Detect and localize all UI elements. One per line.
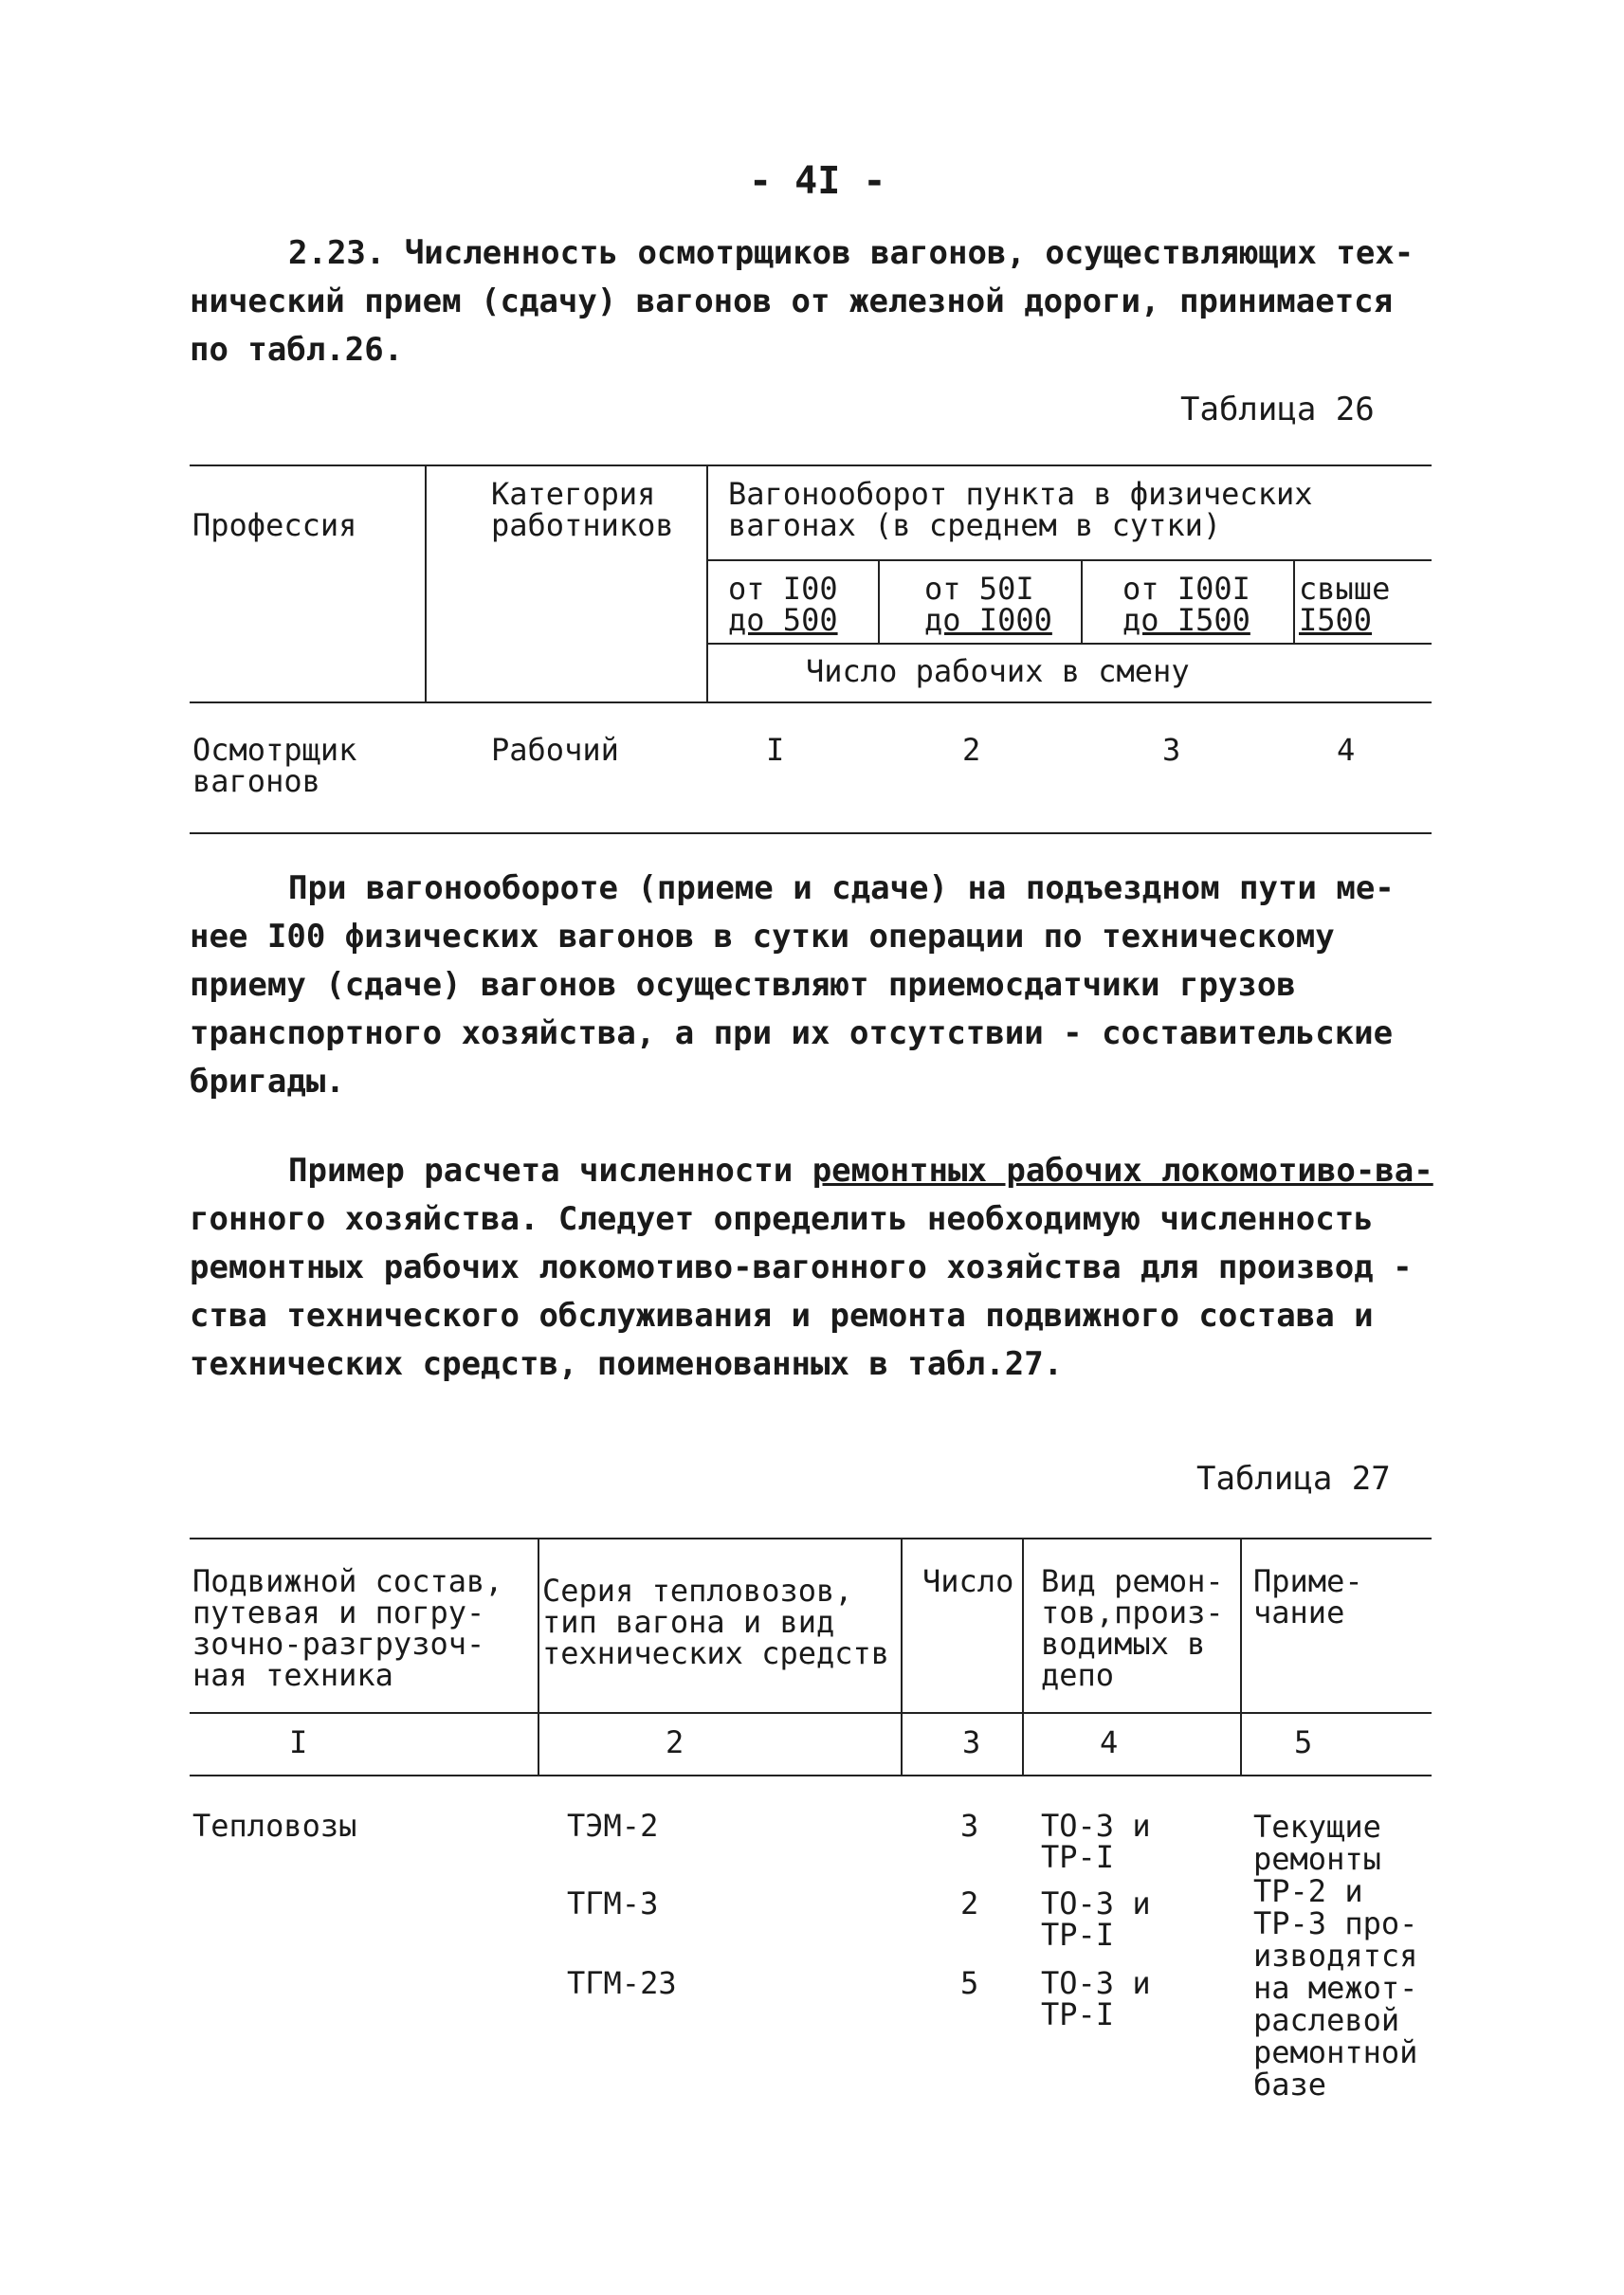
paragraph-line: нический прием (сдачу) вагонов от железной дороги, принимается (190, 282, 1394, 320)
series-cell: ТГМ-23 (567, 1965, 677, 2001)
row-value: 2 (962, 732, 981, 768)
repair-cell: ТО-3 и ТР-I (1041, 1808, 1151, 1875)
table27-col-divider (1022, 1538, 1024, 1775)
table26-bottom-rule (190, 832, 1432, 834)
group-locomotives: Тепловозы (192, 1808, 357, 1844)
paragraph-line: Пример расчета численности ремонтных рабочих локомотиво-ва- (288, 1152, 1433, 1190)
paragraph-turnover-below-100 (190, 865, 1395, 1106)
paragraph-2-23 (190, 229, 1414, 374)
header-turnover: Вагонооборот пункта в физических вагонах (в среднем в сутки) (728, 476, 1313, 543)
note-cell: Текущие ремонты ТР-2 и ТР-3 про- изводятся на межот- раслевой ремонтной базе (1253, 1809, 1418, 2103)
row-value: 4 (1337, 732, 1356, 768)
table27-col-divider (1240, 1538, 1242, 1775)
paragraph-example (190, 1147, 1433, 1389)
range-1001-1500: от I00I до I500 (1122, 571, 1250, 638)
row-value: 3 (1162, 732, 1181, 768)
paragraph-line: нее I00 физических вагонов в сутки операции по техническому (190, 918, 1335, 956)
table27-col-divider (901, 1538, 903, 1775)
header-category: Категория работников (491, 476, 674, 543)
table27-numbers-rule (190, 1775, 1432, 1776)
header-rolling-stock: Подвижной состав, путевая и погру- зочно-разгрузоч- ная техника (192, 1563, 503, 1693)
table26-caption: Таблица 26 (1180, 391, 1375, 428)
range-501-1000: от 50I до I000 (924, 571, 1052, 638)
paragraph-line: по табл.26. (190, 331, 404, 369)
repair-cell: ТО-3 и ТР-I (1041, 1965, 1151, 2032)
paragraph-line: 2.23. Численность осмотрщиков вагонов, осуществляющих тех- (288, 234, 1414, 272)
count-cell: 3 (960, 1808, 979, 1844)
table27-caption: Таблица 27 (1196, 1460, 1391, 1498)
count-cell: 2 (960, 1885, 979, 1922)
paragraph-line: транспортного хозяйства, а при их отсутствии - составительские (190, 1014, 1394, 1052)
series-cell: ТЭМ-2 (567, 1808, 659, 1844)
table27-header-rule (190, 1712, 1432, 1714)
table26-range-rule-top (706, 559, 1432, 561)
range-100-500: от I00 до 500 (728, 571, 838, 638)
header-workers-per-shift: Число рабочих в смену (806, 653, 1190, 689)
header-count: Число (922, 1563, 1014, 1599)
column-number: I (289, 1724, 308, 1760)
table26-range-rule-bottom (706, 643, 1432, 645)
paragraph-line: При вагонообороте (приеме и сдаче) на подъездном пути ме- (288, 869, 1395, 907)
table26-col-divider (425, 464, 427, 701)
table27-col-divider (538, 1538, 539, 1775)
paragraph-line: гонного хозяйства. Следует определить необходимую численность (190, 1200, 1374, 1238)
header-repair-type: Вид ремон- тов,произ- водимых в депо (1041, 1563, 1224, 1693)
table26-col-divider (706, 464, 708, 701)
page-number: - 4I - (749, 159, 886, 203)
table26-col-divider (878, 559, 880, 643)
series-cell: ТГМ-3 (567, 1885, 659, 1922)
table26-col-divider (1081, 559, 1083, 643)
row-category: Рабочий (491, 732, 619, 768)
paragraph-line: бригады. (190, 1063, 345, 1101)
paragraph-line: ства технического обслуживания и ремонта подвижного состава и (190, 1297, 1374, 1335)
paragraph-line: ремонтных рабочих локомотиво-вагонного хозяйства для производ - (190, 1248, 1413, 1286)
row-profession: Осмотрщик вагонов (192, 732, 357, 799)
table26-col-divider (1293, 559, 1295, 643)
table27-top-rule (190, 1538, 1432, 1539)
column-number: 2 (666, 1724, 684, 1760)
header-series: Серия тепловозов, тип вагона и вид технических средств (542, 1573, 890, 1671)
repair-cell: ТО-3 и ТР-I (1041, 1885, 1151, 1953)
table26-header-rule (190, 701, 1432, 703)
table26-top-rule (190, 464, 1432, 466)
column-number: 5 (1294, 1724, 1313, 1760)
paragraph-line: приему (сдаче) вагонов осуществляют приемосдатчики грузов (190, 966, 1296, 1004)
header-note: Приме- чание (1253, 1563, 1363, 1630)
paragraph-line: технических средств, поименованных в табл.27. (190, 1345, 1064, 1383)
row-value: I (766, 732, 785, 768)
header-profession: Профессия (192, 507, 357, 543)
column-number: 3 (962, 1724, 981, 1760)
range-over-1500: свыше I500 (1299, 571, 1391, 638)
column-number: 4 (1100, 1724, 1119, 1760)
count-cell: 5 (960, 1965, 979, 2001)
